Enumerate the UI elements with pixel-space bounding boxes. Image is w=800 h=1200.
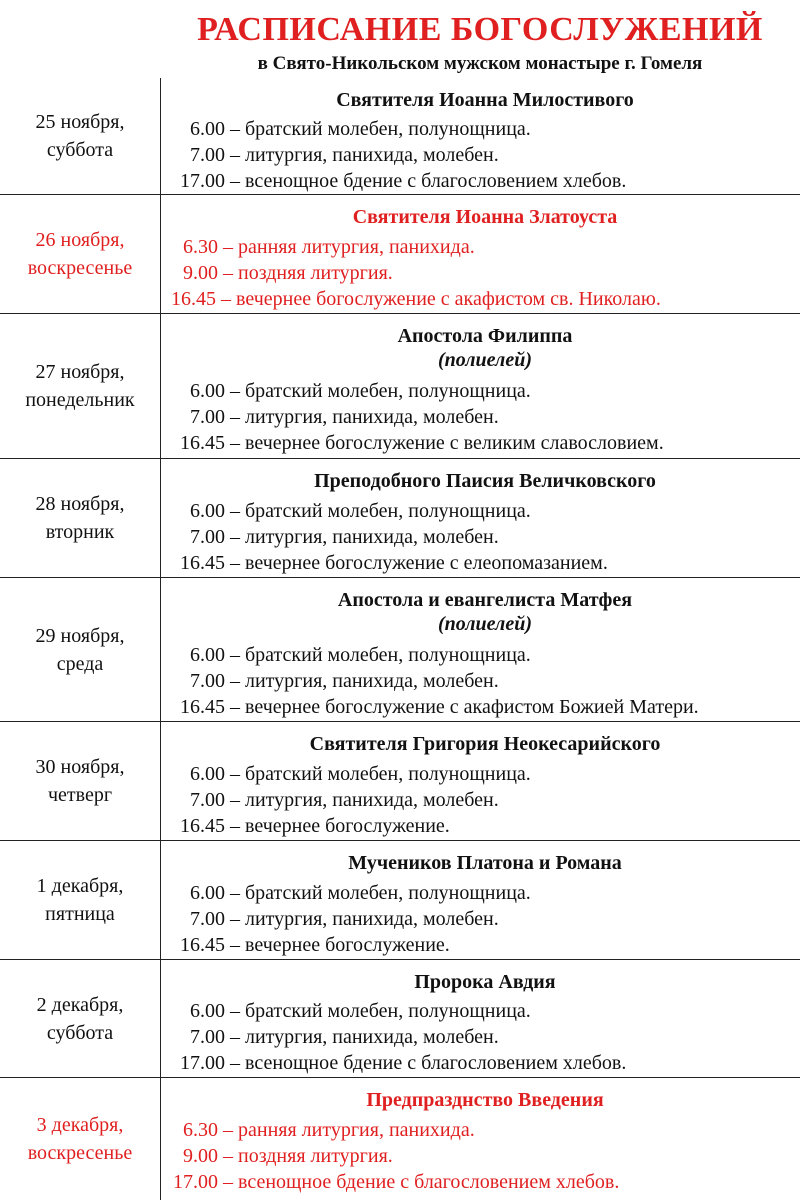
day-date bbox=[0, 722, 160, 840]
feast-title: Мучеников Платона и Романа bbox=[348, 852, 622, 874]
feast-title: Предпразднство Введения bbox=[366, 1089, 604, 1111]
day-date bbox=[0, 960, 160, 1077]
weekday-line: суббота bbox=[46, 1021, 114, 1044]
weekday-line: пятница bbox=[45, 903, 115, 925]
service-line: 16.45 – вечернее богослужение с акафистом Божией Матери. bbox=[180, 696, 699, 718]
service-line: 7.00 – литургия, панихида, молебен. bbox=[190, 670, 499, 692]
feast-note: (полиелей) bbox=[438, 613, 532, 635]
day-row bbox=[0, 459, 800, 578]
service-line: 16.45 – вечернее богослужение с елеопомазанием. bbox=[180, 552, 608, 574]
service-line: 6.00 – братский молебен, полунощница. bbox=[190, 118, 531, 140]
service-line: 7.00 – литургия, панихида, молебен. bbox=[190, 1026, 499, 1048]
weekday-line: суббота bbox=[46, 139, 114, 161]
day-date bbox=[0, 314, 160, 458]
service-line: 7.00 – литургия, панихида, молебен. bbox=[190, 789, 499, 811]
day-row bbox=[0, 1078, 800, 1200]
service-line: 6.00 – братский молебен, полунощница. bbox=[190, 882, 531, 904]
date-line: 3 декабря, bbox=[36, 1114, 124, 1136]
day-row bbox=[0, 314, 800, 459]
date-line: 2 декабря, bbox=[36, 993, 124, 1016]
service-line: 17.00 – всенощное бдение с благословением хлебов. bbox=[180, 170, 627, 192]
date-line: 30 ноября, bbox=[35, 756, 125, 778]
feast-title: Святителя Иоанна Златоуста bbox=[352, 206, 618, 228]
date-line: 27 ноября, bbox=[35, 361, 125, 383]
feast-title: Апостола и евангелиста Матфея bbox=[337, 589, 633, 611]
service-line: 6.00 – братский молебен, полунощница. bbox=[190, 763, 531, 785]
weekday-line: воскресенье bbox=[27, 1142, 133, 1164]
date-line: 26 ноября, bbox=[35, 229, 125, 251]
weekday-line: среда bbox=[56, 652, 104, 675]
date-line: 1 декабря, bbox=[36, 875, 124, 897]
service-line: 17.00 – всенощное бдение с благословением хлебов. bbox=[173, 1171, 620, 1193]
page-subtitle: в Свято-Никольском мужском монастыре г. Гомеля bbox=[257, 53, 703, 74]
weekday-line: воскресенье bbox=[27, 257, 133, 279]
date-line: 28 ноября, bbox=[35, 493, 125, 515]
day-row bbox=[0, 960, 800, 1078]
service-line: 7.00 – литургия, панихида, молебен. bbox=[190, 526, 499, 548]
day-date bbox=[0, 195, 160, 313]
day-row bbox=[0, 195, 800, 314]
day-date bbox=[0, 1078, 160, 1200]
service-line: 17.00 – всенощное бдение с благословением хлебов. bbox=[180, 1052, 627, 1074]
service-line: 6.00 – братский молебен, полунощница. bbox=[190, 380, 531, 402]
service-line: 7.00 – литургия, панихида, молебен. bbox=[190, 144, 499, 166]
feast-title: Пророка Авдия bbox=[414, 971, 556, 993]
day-row bbox=[0, 78, 800, 195]
service-line: 6.00 – братский молебен, полунощница. bbox=[190, 1000, 531, 1022]
day-date bbox=[0, 578, 160, 721]
feast-note: (полиелей) bbox=[438, 349, 532, 371]
service-line: 16.45 – вечернее богослужение. bbox=[180, 815, 450, 837]
service-line: 16.45 – вечернее богослужение с акафистом св. Николаю. bbox=[171, 288, 661, 310]
date-line: 25 ноября, bbox=[35, 111, 125, 133]
day-date bbox=[0, 459, 160, 577]
weekday-line: четверг bbox=[47, 784, 113, 806]
feast-title: Святителя Григория Неокесарийского bbox=[309, 733, 661, 755]
weekday-line: понедельник bbox=[25, 389, 135, 411]
day-date bbox=[0, 841, 160, 959]
day-row bbox=[0, 841, 800, 960]
service-line: 6.30 – ранняя литургия, панихида. bbox=[183, 236, 475, 258]
service-line: 6.00 – братский молебен, полунощница. bbox=[190, 644, 531, 666]
date-line: 29 ноября, bbox=[35, 624, 125, 647]
service-line: 16.45 – вечернее богослужение. bbox=[180, 934, 450, 956]
day-row bbox=[0, 722, 800, 841]
feast-title: Преподобного Паисия Величковского bbox=[314, 470, 656, 492]
day-date bbox=[0, 78, 160, 194]
weekday-line: вторник bbox=[45, 521, 115, 543]
service-line: 16.45 – вечернее богослужение с великим славословием. bbox=[180, 432, 664, 454]
page-title: РАСПИСАНИЕ БОГОСЛУЖЕНИЙ bbox=[197, 11, 763, 48]
feast-title: Святителя Иоанна Милостивого bbox=[336, 89, 634, 111]
service-line: 7.00 – литургия, панихида, молебен. bbox=[190, 406, 499, 428]
service-line: 7.00 – литургия, панихида, молебен. bbox=[190, 908, 499, 930]
service-line: 6.00 – братский молебен, полунощница. bbox=[190, 500, 531, 522]
day-row bbox=[0, 578, 800, 722]
service-line: 6.30 – ранняя литургия, панихида. bbox=[183, 1119, 475, 1141]
service-line: 9.00 – поздняя литургия. bbox=[183, 1145, 393, 1167]
feast-title: Апостола Филиппа bbox=[397, 325, 573, 347]
service-line: 9.00 – поздняя литургия. bbox=[183, 262, 393, 284]
